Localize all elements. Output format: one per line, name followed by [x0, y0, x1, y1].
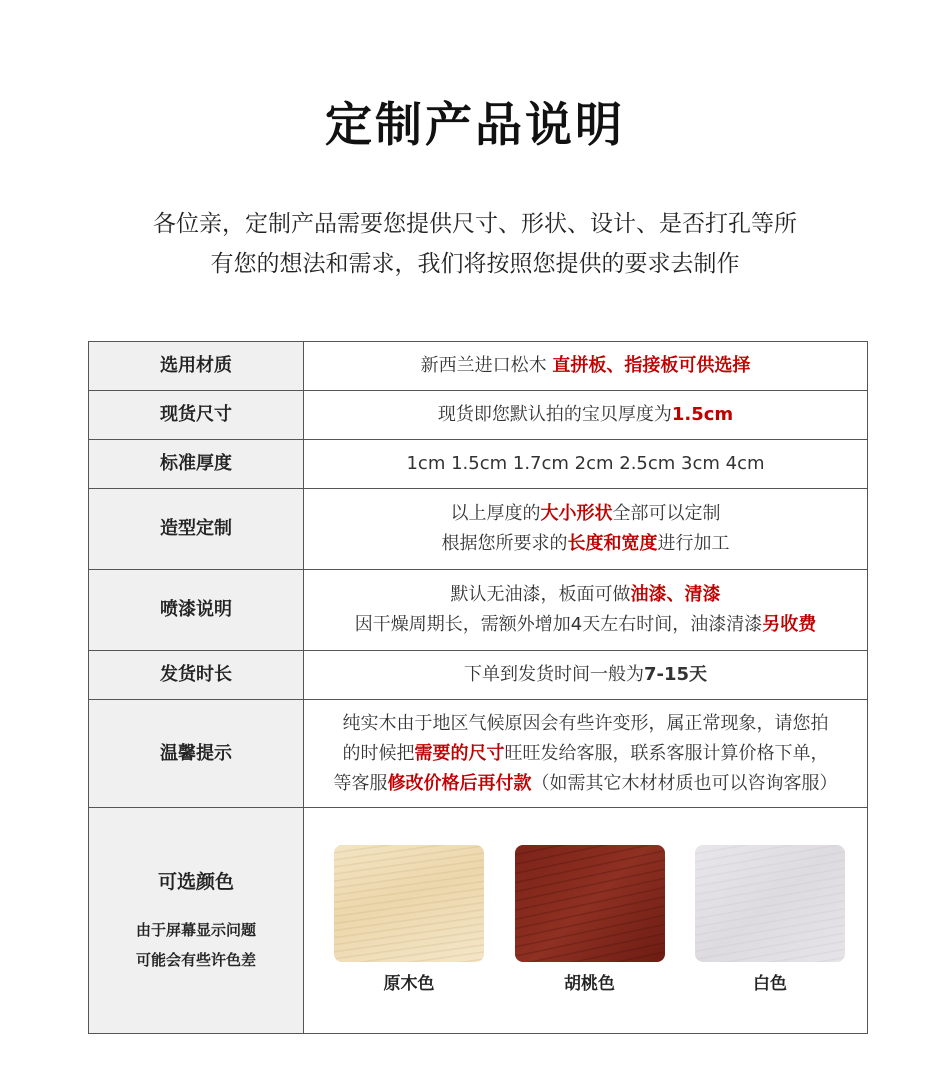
table-row-tips [89, 700, 868, 808]
table-row-shape [89, 489, 868, 570]
swatch-white[interactable] [695, 845, 845, 996]
material-value [304, 342, 868, 391]
intro-line-2: 有您的想法和需求，我们将按照您提供的要求去制作 [210, 251, 740, 277]
page-title: 定制产品说明 [325, 98, 625, 153]
paint-line-1-pre: 默认无油漆，板面可做 [450, 584, 631, 605]
stock-size-value [304, 391, 868, 440]
shape-line-2-highlight: 长度和宽度 [567, 533, 658, 554]
table-row-colors [89, 808, 868, 1034]
paint-label: 喷漆说明 [89, 570, 304, 651]
white-wood-swatch[interactable] [695, 845, 845, 962]
tips-label: 温馨提示 [89, 700, 304, 808]
shape-line-2 [304, 529, 867, 559]
tips-line-3-pre: 等客服 [333, 772, 388, 794]
stock-size-label: 现货尺寸 [89, 391, 304, 440]
stock-size-highlight: 1.5cm [671, 404, 734, 425]
swatch-white-label: 白色 [753, 974, 787, 994]
paint-line-1 [304, 580, 867, 610]
swatch-walnut-label: 胡桃色 [564, 974, 615, 994]
color-swatches [304, 845, 867, 996]
thickness-label: 标准厚度 [89, 440, 304, 489]
paint-value [304, 570, 868, 651]
paint-line-2-highlight: 另收费 [762, 614, 817, 635]
tips-line-3-highlight: 修改价格后再付款 [387, 772, 532, 794]
intro-line-1: 各位亲，定制产品需要您提供尺寸、形状、设计、是否打孔等所 [153, 211, 797, 237]
thickness-value: 1cm 1.5cm 1.7cm 2cm 2.5cm 3cm 4cm [304, 440, 868, 489]
shape-line-2-post: 进行加工 [657, 533, 730, 554]
table-row-paint [89, 570, 868, 651]
shape-line-2-pre: 根据您所要求的 [441, 533, 568, 554]
swatch-natural-label: 原木色 [383, 974, 435, 994]
colors-note-1: 由于屏幕显示问题 [135, 920, 256, 939]
shipping-label: 发货时长 [89, 651, 304, 700]
walnut-wood-swatch[interactable] [515, 845, 665, 962]
shape-line-1-post: 全部可以定制 [612, 503, 721, 524]
tips-line-2-pre: 的时候把 [342, 742, 415, 764]
shape-line-1 [304, 499, 867, 529]
shape-value [304, 489, 868, 570]
swatch-natural[interactable] [334, 845, 484, 996]
shape-line-1-highlight: 大小形状 [540, 503, 613, 524]
intro-text [0, 204, 950, 284]
material-label: 选用材质 [89, 342, 304, 391]
colors-value [304, 808, 868, 1034]
material-highlight: 直拼板、指接板可供选择 [552, 355, 751, 376]
colors-label: 可选颜色 [157, 870, 234, 893]
stock-size-text: 现货即您默认拍的宝贝厚度为 [437, 404, 672, 425]
swatch-walnut[interactable] [515, 845, 665, 996]
natural-wood-swatch[interactable] [334, 845, 484, 962]
tips-line-2 [304, 739, 867, 769]
table-row-shipping [89, 651, 868, 700]
shipping-text: 下单到发货时间一般为 [463, 664, 644, 685]
material-text: 新西兰进口松木 [420, 355, 553, 376]
colors-label-cell [89, 808, 304, 1034]
shipping-highlight: 7-15天 [643, 664, 708, 685]
tips-line-1: 纯实木由于地区气候原因会有些许变形，属正常现象，请您拍 [342, 712, 829, 734]
shipping-value [304, 651, 868, 700]
table-row-material [89, 342, 868, 391]
tips-line-3 [304, 769, 867, 799]
spec-table [88, 341, 868, 1034]
table-row-thickness [89, 440, 868, 489]
tips-value [304, 700, 868, 808]
shape-line-1-pre: 以上厚度的 [450, 503, 541, 524]
paint-line-1-highlight: 油漆、清漆 [630, 584, 721, 605]
tips-line-2-post: 旺旺发给客服，联系客服计算价格下单， [504, 742, 829, 764]
tips-line-3-post: （如需其它木材材质也可以咨询客服） [531, 772, 838, 794]
tips-line-2-highlight: 需要的尺寸 [414, 742, 505, 764]
colors-note-2: 可能会有些许色差 [135, 950, 256, 969]
paint-line-2 [304, 610, 867, 640]
table-row-stock-size [89, 391, 868, 440]
shape-label: 造型定制 [89, 489, 304, 570]
paint-line-2-pre: 因干燥周期长，需额外增加4天左右时间，油漆清漆 [354, 614, 763, 635]
